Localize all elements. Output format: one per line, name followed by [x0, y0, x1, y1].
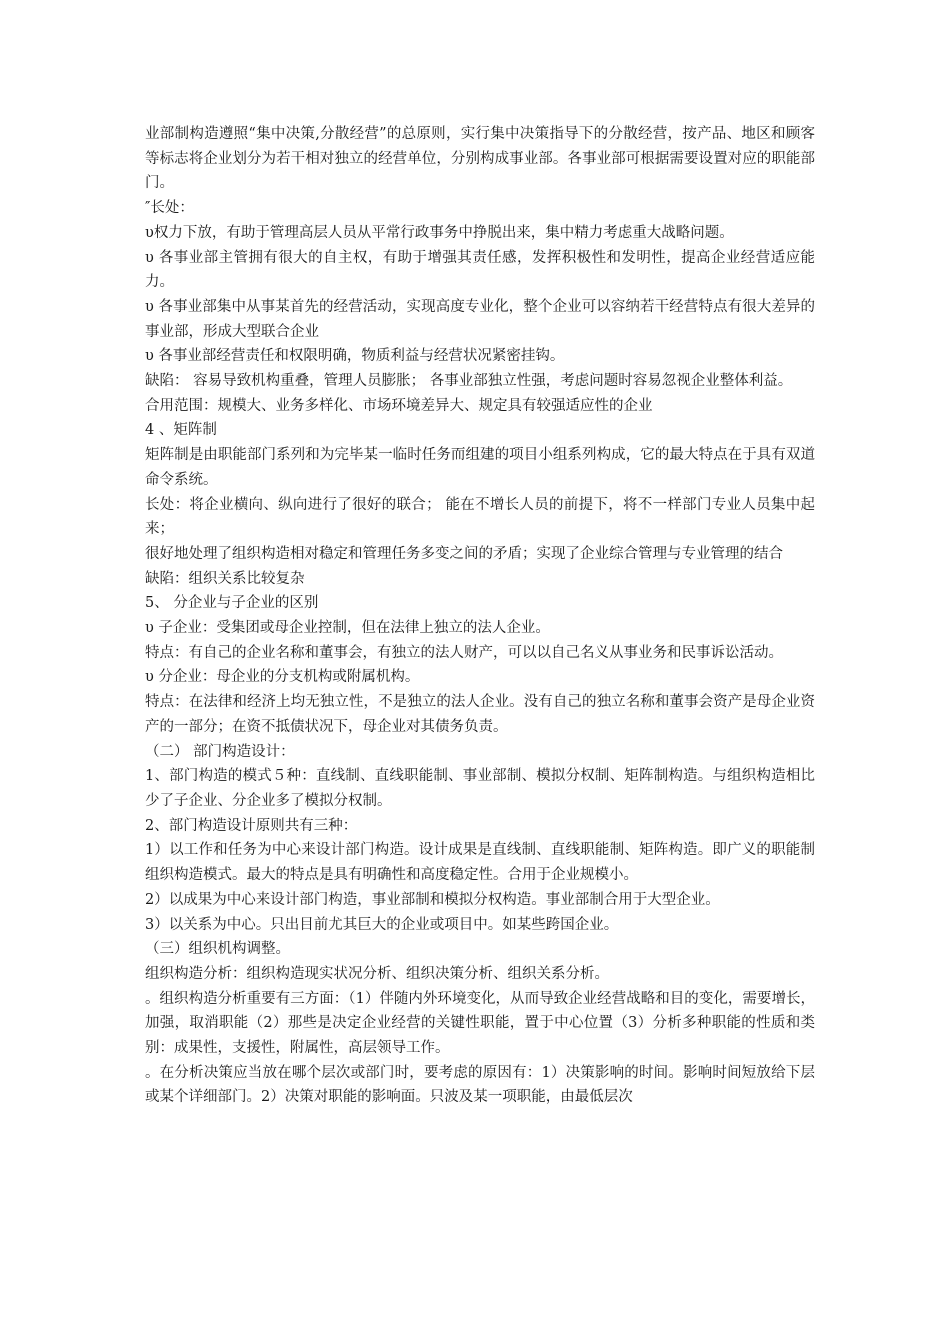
paragraph-3: υ权力下放，有助于管理高层人员从平常行政事务中挣脱出来，集中精力考虑重大战略问题。 [145, 224, 734, 241]
paragraph-11: 长处：将企业横向、纵向进行了很好的联合； 能在不增长人员的前提下，将不一样部门专业人员集中起来； [145, 496, 815, 538]
paragraph-21: 2、部门构造设计原则共有三种： [145, 817, 358, 834]
paragraph-28: 。在分析决策应当放在哪个层次或部门时，要考虑的原因有：1）决策影响的时间。影响时间短放给下层或某个详细部门。2）决策对职能的影响面。只波及某一项职能，由最低层次 [145, 1064, 815, 1106]
section-heading-branch-subsidiary: 5、 分企业与子企业的区别 [145, 595, 319, 612]
paragraph-2: ″长处： [145, 200, 194, 217]
section-heading-org-adjustment: （三）组织机构调整。 [145, 941, 290, 958]
paragraph-22: 1）以工作和任务为中心来设计部门构造。设计成果是直线制、直线职能制、矩阵构造。即广义的职能制组织构造模式。最大的特点是具有明确性和高度稳定性。合用于企业规模小。 [145, 842, 815, 884]
document-body [145, 122, 815, 1110]
paragraph-24: 3）以关系为中心。只出目前尤其巨大的企业或项目中。如某些跨国企业。 [145, 916, 619, 933]
paragraph-5: υ 各事业部集中从事某首先的经营活动，实现高度专业化，整个企业可以容纳若干经营特点有很大差异的事业部，形成大型联合企业 [145, 298, 815, 340]
paragraph-18: 特点：在法律和经济上均无独立性，不是独立的法人企业。没有自己的独立名称和董事会资产是母企业资产的一部分；在资不抵债状况下，母企业对其债务负责。 [145, 694, 815, 735]
paragraph-17: υ 分企业：母企业的分支机构或附属机构。 [145, 669, 420, 686]
paragraph-15: υ 子企业：受集团或母企业控制，但在法律上独立的法人企业。 [145, 620, 550, 637]
paragraph-7: 缺陷： 容易导致机构重叠，管理人员膨胀； 各事业部独立性强，考虑问题时容易忽视企业整体利益。 [145, 373, 793, 390]
paragraph-16: 特点：有自己的企业名称和董事会，有独立的法人财产，可以以自己名义从事业务和民事诉讼活动。 [145, 644, 783, 661]
paragraph-13: 缺陷：组织关系比较复杂 [145, 570, 305, 587]
paragraph-23: 2）以成果为中心来设计部门构造，事业部制和模拟分权构造。事业部制合用于大型企业。 [145, 891, 720, 908]
paragraph-27: 。组织构造分析重要有三方面：（1）伴随内外环境变化，从而导致企业经营战略和目的变化，需要增长，加强，取消职能（2）那些是决定企业经营的关键性职能，置于中心位置（3）分析多种职能的性质和类别：成果性，支援性，附属性，高层领导工作。 [145, 990, 815, 1057]
paragraph-1: 业部制构造遵照“集中决策,分散经营”的总原则，实行集中决策指导下的分散经营，按产品、地区和顾客等标志将企业划分为若干相对独立的经营单位，分别构成事业部。各事业部可根据需要设置对应的职能部门。 [145, 126, 815, 192]
paragraph-20: 1、部门构造的模式５种：直线制、直线职能制、事业部制、模拟分权制、矩阵制构造。与组织构造相比少了子企业、分企业多了模拟分权制。 [145, 768, 815, 809]
paragraph-26: 组织构造分析：组织构造现实状况分析、组织决策分析、组织关系分析。 [145, 965, 609, 982]
section-heading-matrix: 4 、矩阵制 [145, 422, 217, 439]
paragraph-4: υ 各事业部主管拥有很大的自主权，有助于增强其责任感，发挥积极性和发明性，提高企业经营适应能力。 [145, 249, 815, 291]
paragraph-8: 合用范围：规模大、业务多样化、市场环境差异大、规定具有较强适应性的企业 [145, 397, 653, 414]
paragraph-6: υ 各事业部经营责任和权限明确，物质利益与经营状况紧密挂钩。 [145, 348, 565, 365]
paragraph-12: 很好地处理了组织构造相对稳定和管理任务多变之间的矛盾；实现了企业综合管理与专业管理的结合 [145, 545, 783, 562]
section-heading-department-design: （二） 部门构造设计： [145, 743, 295, 760]
paragraph-10: 矩阵制是由职能部门系列和为完毕某一临时任务而组建的项目小组系列构成，它的最大特点在于具有双道命令系统。 [145, 447, 815, 488]
